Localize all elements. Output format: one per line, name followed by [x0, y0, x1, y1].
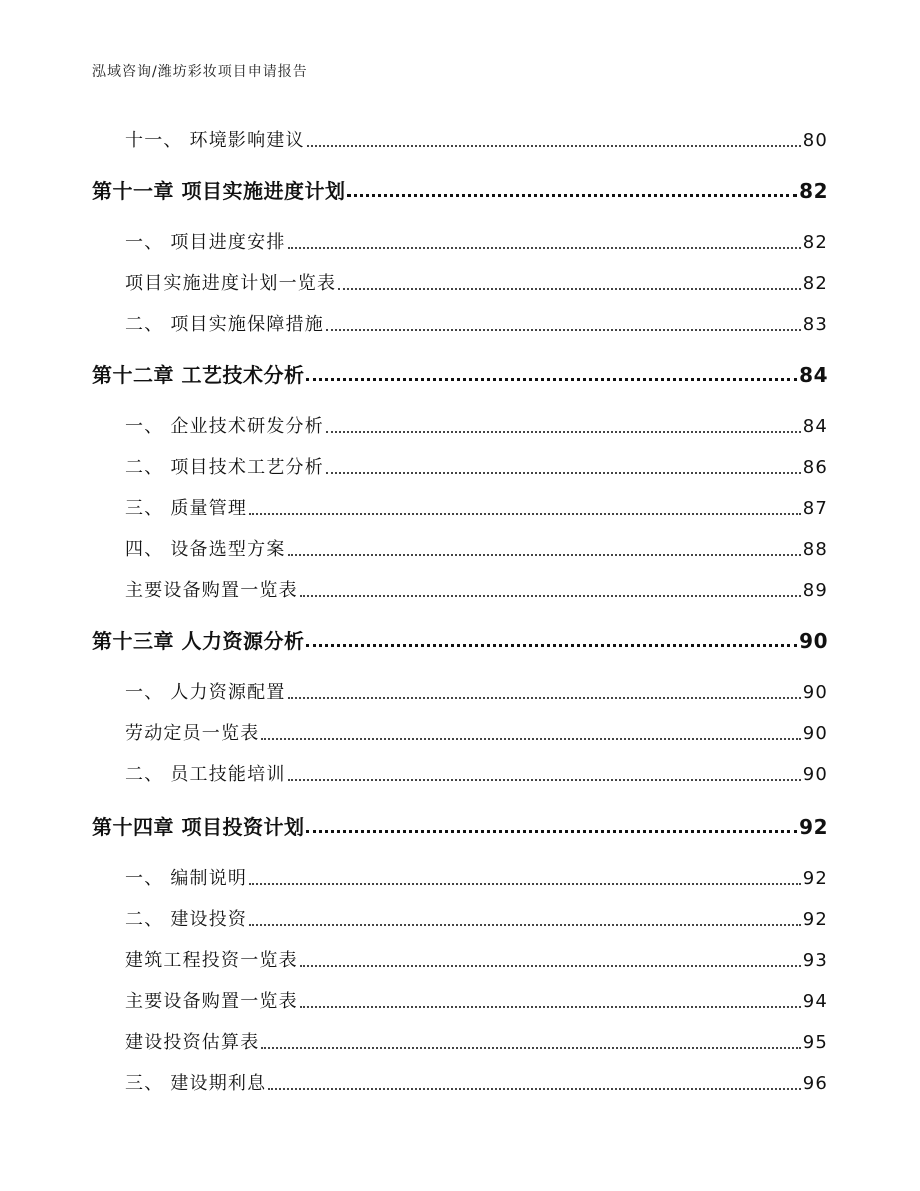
- dot-leader: [306, 830, 797, 833]
- toc-entry-title: 项目实施进度计划一览表: [125, 273, 337, 294]
- dot-leader: [288, 247, 801, 249]
- dot-leader: [288, 779, 801, 781]
- toc-chapter-page: 92: [799, 815, 828, 839]
- toc-entry[interactable]: [125, 570, 828, 600]
- toc-entry[interactable]: [125, 447, 828, 477]
- toc-entry[interactable]: [125, 304, 828, 334]
- toc-entry[interactable]: [125, 222, 828, 252]
- toc-entry-page: 89: [802, 580, 828, 601]
- toc-entry[interactable]: [125, 1022, 828, 1052]
- dot-leader: [249, 513, 801, 515]
- toc-entry-title: 十一、 环境影响建议: [125, 130, 305, 151]
- toc-entry[interactable]: [125, 858, 828, 888]
- toc-entry-page: 93: [802, 950, 828, 971]
- dot-leader: [306, 644, 797, 647]
- toc-entry-page: 88: [802, 539, 828, 560]
- toc-entry-title: 三、 建设期利息: [125, 1073, 267, 1094]
- toc-entry-page: 82: [802, 232, 828, 253]
- dot-leader: [326, 329, 801, 331]
- toc-entry-page: 80: [802, 130, 828, 151]
- dot-leader: [261, 738, 800, 740]
- toc-chapter-page: 90: [799, 629, 828, 653]
- toc-entry-page: 95: [802, 1032, 828, 1053]
- toc-entry[interactable]: [125, 263, 828, 293]
- toc-entry-page: 90: [802, 723, 828, 744]
- dot-leader: [288, 554, 801, 556]
- toc-entry-page: 92: [802, 909, 828, 930]
- toc-entry-page: 83: [802, 314, 828, 335]
- toc-entry-page: 94: [802, 991, 828, 1012]
- toc-entry[interactable]: [125, 899, 828, 929]
- toc-entry-title: 二、 项目实施保障措施: [125, 314, 324, 335]
- toc-entry-title: 一、 项目进度安排: [125, 232, 286, 253]
- toc-entry-title: 建筑工程投资一览表: [125, 950, 298, 971]
- toc-entry-title: 二、 项目技术工艺分析: [125, 457, 324, 478]
- dot-leader: [326, 431, 801, 433]
- toc-chapter-title: 第十二章 工艺技术分析: [92, 363, 305, 387]
- toc-entry-title: 四、 设备选型方案: [125, 539, 286, 560]
- toc-entry-page: 82: [802, 273, 828, 294]
- toc-entry[interactable]: [125, 672, 828, 702]
- dot-leader: [261, 1047, 800, 1049]
- toc-chapter-page: 82: [799, 179, 828, 203]
- dot-leader: [288, 697, 801, 699]
- toc-entry[interactable]: [125, 120, 828, 150]
- toc-chapter-entry[interactable]: [92, 621, 828, 651]
- toc-entry-title: 建设投资估算表: [125, 1032, 260, 1053]
- toc-entry[interactable]: [125, 981, 828, 1011]
- dot-leader: [347, 194, 797, 197]
- dot-leader: [300, 965, 801, 967]
- toc-chapter-entry[interactable]: [92, 807, 828, 837]
- dot-leader: [300, 1006, 801, 1008]
- dot-leader: [326, 472, 801, 474]
- dot-leader: [300, 595, 801, 597]
- toc-entry-page: 84: [802, 416, 828, 437]
- toc-chapter-page: 84: [799, 363, 828, 387]
- toc-entry-title: 一、 企业技术研发分析: [125, 416, 324, 437]
- toc-entry-title: 一、 人力资源配置: [125, 682, 286, 703]
- toc-entry[interactable]: [125, 713, 828, 743]
- toc-chapter-title: 第十四章 项目投资计划: [92, 815, 305, 839]
- toc-entry[interactable]: [125, 1063, 828, 1093]
- toc-entry[interactable]: [125, 529, 828, 559]
- dot-leader: [307, 145, 801, 147]
- toc-entry-title: 二、 建设投资: [125, 909, 248, 930]
- toc-entry[interactable]: [125, 406, 828, 436]
- toc-chapter-title: 第十一章 项目实施进度计划: [92, 179, 346, 203]
- toc-entry-page: 86: [802, 457, 828, 478]
- toc-chapter-entry[interactable]: [92, 355, 828, 385]
- toc-entry-title: 主要设备购置一览表: [125, 580, 298, 601]
- toc-entry-title: 三、 质量管理: [125, 498, 248, 519]
- dot-leader: [249, 883, 801, 885]
- toc-entry-title: 主要设备购置一览表: [125, 991, 298, 1012]
- toc-entry-title: 劳动定员一览表: [125, 723, 260, 744]
- toc-entry-page: 90: [802, 682, 828, 703]
- toc-entry[interactable]: [125, 940, 828, 970]
- toc-entry[interactable]: [125, 488, 828, 518]
- dot-leader: [338, 288, 800, 290]
- toc-entry-title: 二、 员工技能培训: [125, 764, 286, 785]
- dot-leader: [249, 924, 801, 926]
- toc-entry-page: 96: [802, 1073, 828, 1094]
- toc-entry-page: 87: [802, 498, 828, 519]
- toc-entry-page: 90: [802, 764, 828, 785]
- toc-chapter-entry[interactable]: [92, 171, 828, 201]
- toc-entry[interactable]: [125, 754, 828, 784]
- toc-chapter-title: 第十三章 人力资源分析: [92, 629, 305, 653]
- toc-entry-title: 一、 编制说明: [125, 868, 248, 889]
- dot-leader: [306, 378, 797, 381]
- running-header: 泓域咨询/潍坊彩妆项目申请报告: [92, 64, 308, 80]
- dot-leader: [268, 1088, 800, 1090]
- toc-entry-page: 92: [802, 868, 828, 889]
